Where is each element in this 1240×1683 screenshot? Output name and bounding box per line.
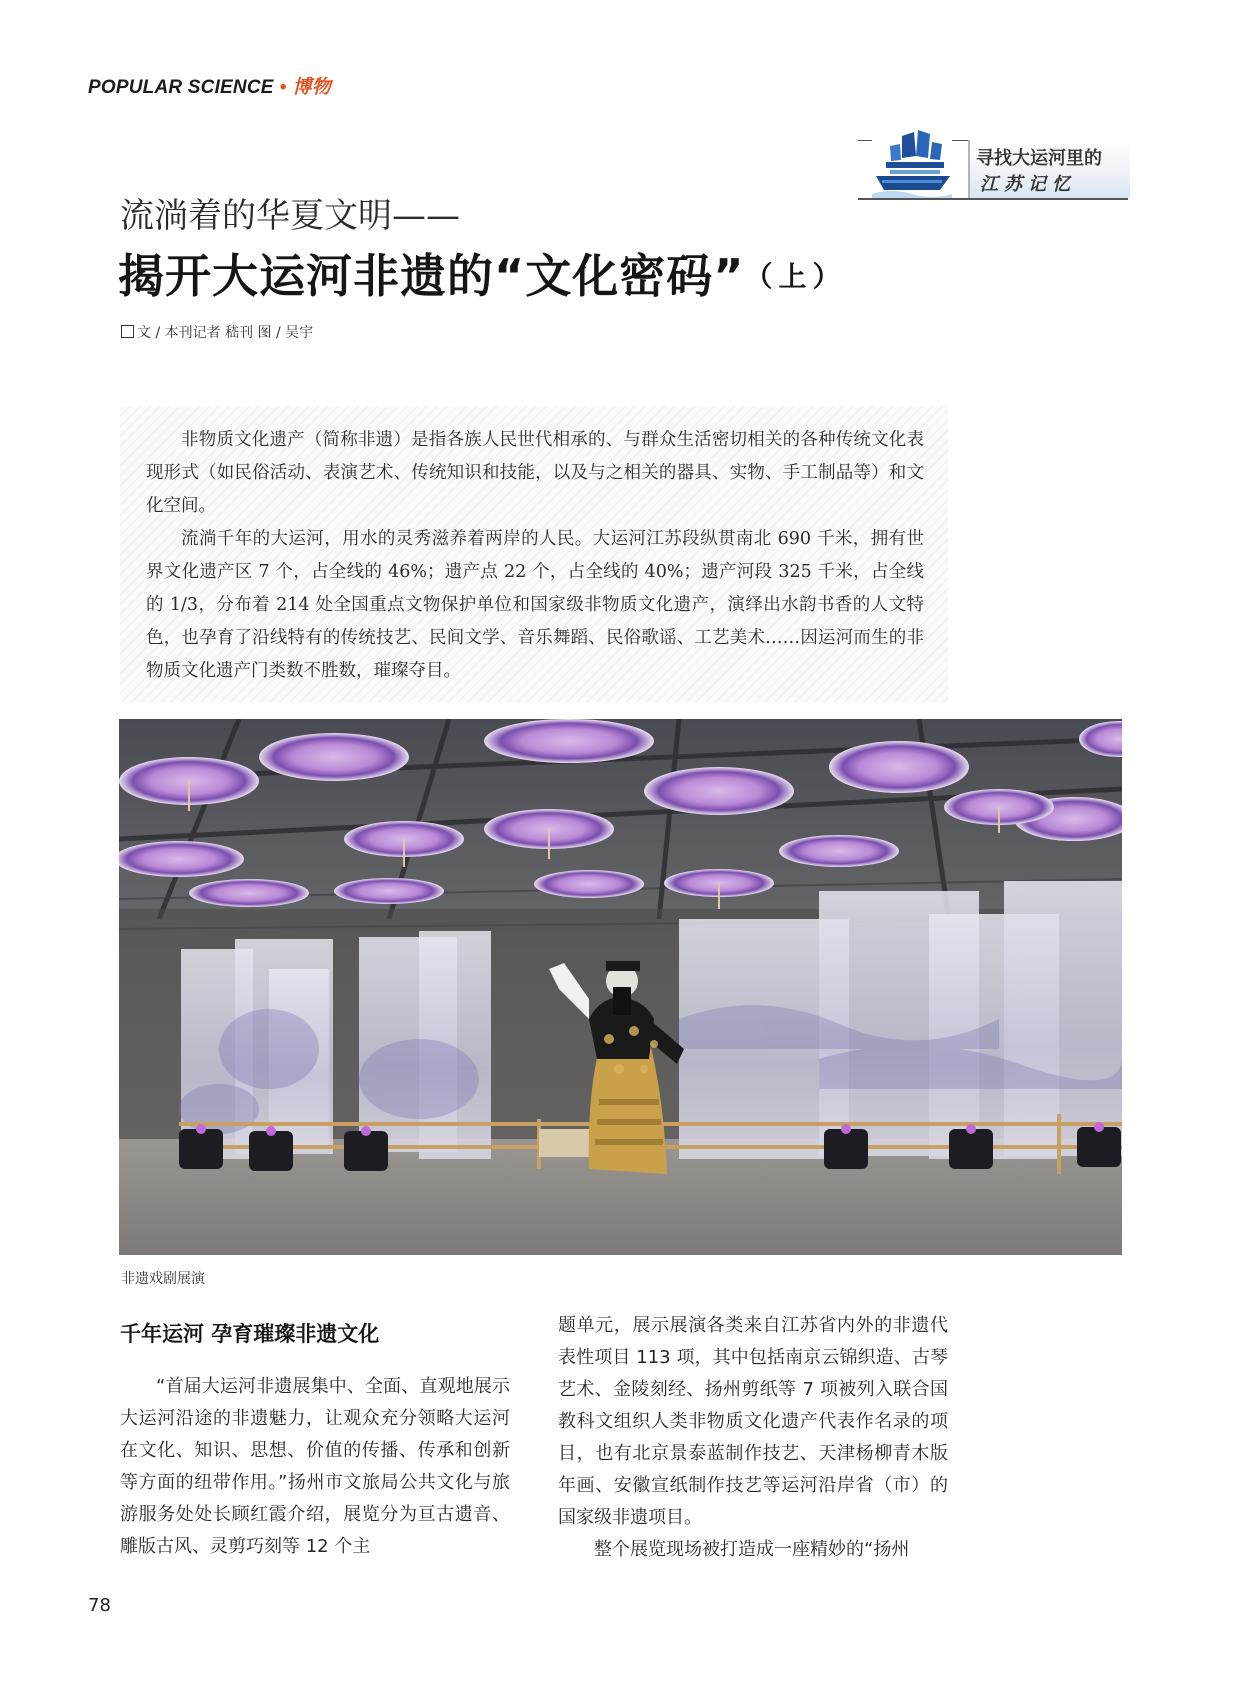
body-column-right (558, 1310, 948, 1566)
series-badge (858, 128, 1128, 200)
badge-rule-bottom (858, 198, 1128, 200)
body-paragraph-right-1: 题单元，展示展演各类来自江苏省内外的非遗代表性项目 113 项，其中包括南京云锦织造、古琴艺术、金陵刻经、扬州剪纸等 7 项被列入联合国教科文组织人类非物质文化遗产代表作名录的项目，也有北京景泰蓝制作技艺、天津杨柳青木版年画、安徽宣纸制作技艺等运河沿岸省（市）的国家级非遗项目。 (558, 1315, 948, 1528)
body-paragraph-right-2: 整个展览现场被打造成一座精妙的“扬州 (594, 1539, 910, 1560)
badge-line-1: 寻找大运河里的 (976, 148, 1102, 169)
magazine-header (88, 72, 331, 99)
article-title-part: （上） (758, 260, 847, 293)
article-title (118, 240, 846, 306)
body-paragraph-left: “首届大运河非遗展集中、全面、直观地展示大运河沿途的非遗魅力，让观众充分领略大运河在文化、知识、思想、价值的传播、传承和创新等方面的纽带作用。”扬州市文旅局公共文化与旅游服务处处长顾红霞介绍，展览分为亘古遗音、雕版古风、灵剪巧刻等 12 个主 (120, 1376, 510, 1557)
intro-box (120, 406, 948, 702)
stage-photo (119, 719, 1122, 1255)
badge-line-2: 江苏记忆 (980, 174, 1076, 195)
byline-box-icon (121, 325, 134, 338)
magazine-name: POPULAR SCIENCE (88, 77, 274, 98)
body-column-left (120, 1371, 510, 1563)
photo-caption: 非遗戏剧展演 (121, 1271, 205, 1287)
intro-paragraph-2: 流淌千年的大运河，用水的灵秀滋养着两岸的人民。大运河江苏段纵贯南北 690 千米，拥有世界文化遗产区 7 个，占全线的 46%；遗产点 22 个，占全线的 40%；遗产河段 325 千米，占全线的 1/3，分布着 214 处全国重点文物保护单位和国家级非物质文化遗产，演绎出水韵书香的人文特色，也孕育了沿线特有的传统技艺、民间文学、音乐舞蹈、民俗歌谣、工艺美术……因运河而生的非物质文化遗产门类数不胜数，璀璨夺目。 (146, 529, 924, 681)
ship-icon (872, 128, 952, 198)
intro-paragraph-1: 非物质文化遗产（简称非遗）是指各族人民世代相承的、与群众生活密切相关的各种传统文化表现形式（如民俗活动、表演艺术、传统知识和技能，以及与之相关的器具、实物、手工制品等）和文化空间。 (146, 430, 924, 516)
header-separator: • (279, 77, 287, 98)
byline (121, 322, 313, 342)
article-kicker: 流淌着的华夏文明—— (120, 196, 460, 236)
section-name: 博物 (292, 77, 331, 98)
article-title-text: 揭开大运河非遗的“文化密码” (118, 249, 745, 303)
byline-text: 文 / 本刊记者 嵇刊 图 / 吴宇 (137, 325, 314, 341)
page-number: 78 (88, 1595, 111, 1616)
opera-stage-image (119, 719, 1122, 1255)
section-subheading: 千年运河 孕育璀璨非遗文化 (120, 1322, 380, 1346)
